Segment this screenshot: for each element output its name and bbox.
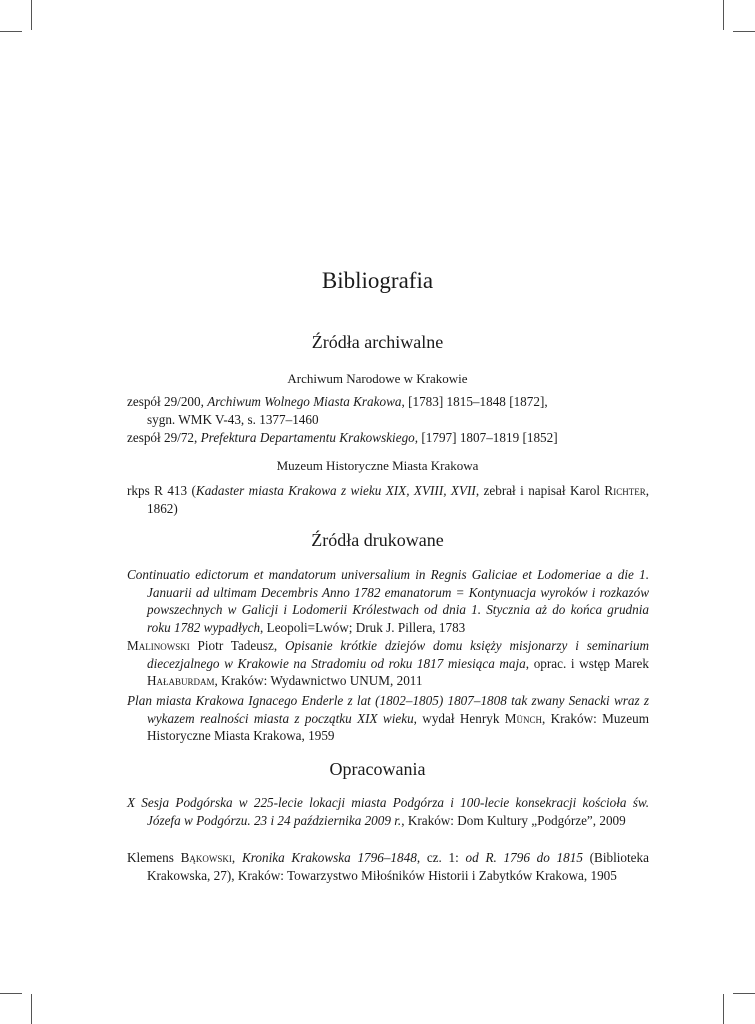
bibliography-entry: Continuatio edictorum et mandatorum universalium in Regnis Galiciae et Lodomeriae a die 1. Januarii ad ultimam Decembris Anno 1782 emanatorum = Kontynuacja wyroków i rozkazów powszechnych w Galicji i Lodomerii Królestwach od dnia 1. Stycznia aż do końca grudnia roku 1782 wypadłych, Leopoli=Lwów; Druk J. Pillera, 1783: [127, 567, 649, 635]
crop-mark: [723, 994, 724, 1024]
crop-mark: [0, 993, 22, 994]
bibliography-entry: rkps R 413 (Kadaster miasta Krakowa z wieku XIX, XVIII, XVII, zebrał i napisał Karol Richter, 1862): [127, 483, 649, 516]
crop-mark: [733, 31, 755, 32]
bibliography-entry: Klemens Bąkowski, Kronika Krakowska 1796–1848, cz. 1: od R. 1796 do 1815 (Biblioteka Krakowska, 27), Kraków: Towarzystwo Miłośników Historii i Zabytków Krakowa, 1905: [127, 850, 649, 883]
bibliography-entry: zespół 29/72, Prefektura Departamentu Krakowskiego, [1797] 1807–1819 [1852]: [127, 430, 558, 445]
archive-heading: Muzeum Historyczne Miasta Krakowa: [276, 458, 479, 473]
section-title-printed: Źródła drukowane: [311, 530, 444, 550]
bibliography-entry: zespół 29/200, Archiwum Wolnego Miasta Krakowa, [1783] 1815–1848 [1872], sygn. WMK V-43, s. 1377–1460: [127, 394, 548, 427]
archive-heading: Archiwum Narodowe w Krakowie: [287, 371, 468, 386]
crop-mark: [31, 0, 32, 30]
section-title-studies: Opracowania: [329, 759, 426, 779]
crop-mark: [733, 993, 755, 994]
crop-mark: [723, 0, 724, 30]
section-title-archival: Źródła archiwalne: [311, 332, 444, 352]
crop-mark: [31, 994, 32, 1024]
crop-mark: [0, 31, 22, 32]
page-title: Bibliografia: [321, 268, 434, 293]
bibliography-entry: Plan miasta Krakowa Ignacego Enderle z lat (1802–1805) 1807–1808 tak zwany Senacki wraz z wykazem realności miasta z początku XIX wieku, wydał Henryk Münch, Kraków: Muzeum Historyczne Miasta Krakowa, 1959: [127, 693, 649, 743]
bibliography-entry: Malinowski Piotr Tadeusz, Opisanie krótkie dziejów domu księży misjonarzy i seminarium diecezjalnego w Krakowie na Stradomiu od roku 1817 miesiąca maja, oprac. i wstęp Marek Hałaburdam, Kraków: Wydawnictwo UNUM, 2011: [127, 638, 649, 688]
bibliography-entry: X Sesja Podgórska w 225-lecie lokacji miasta Podgórza i 100-lecie konsekracji kościoła św. Józefa w Podgórzu. 23 i 24 października 2009 r., Kraków: Dom Kultury „Podgórze”, 2009: [127, 795, 649, 828]
